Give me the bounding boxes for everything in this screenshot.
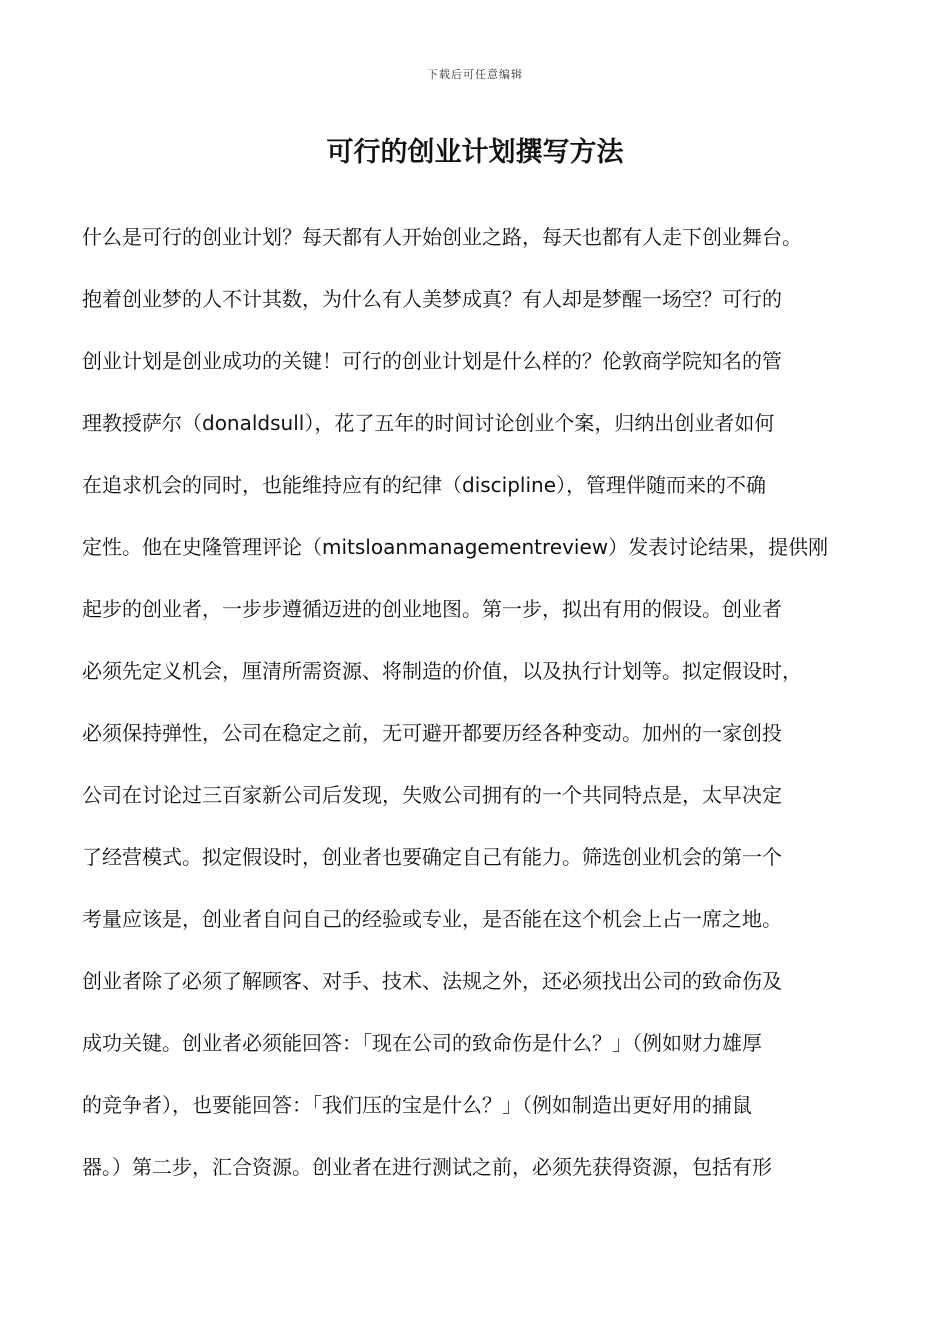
text-line: 成功关键。创业者必须能回答：「现在公司的致命伤是什么？」（例如财力雄厚 <box>82 1031 762 1055</box>
text-line: 定性。他在史隆管理评论（mitsloanmanagementreview）发表讨论结果，提供刚 <box>82 535 829 559</box>
text-line: 在追求机会的同时，也能维持应有的纪律（discipline），管理伴随而来的不确 <box>82 473 767 497</box>
body-paragraph <box>82 214 882 1206</box>
text-line: 起步的创业者，一步步遵循迈进的创业地图。第一步，拟出有用的假设。创业者 <box>82 597 782 621</box>
header-note: 下载后可任意编辑 <box>427 68 523 81</box>
text-line: 公司在讨论过三百家新公司后发现，失败公司拥有的一个共同特点是，太早决定 <box>82 783 782 807</box>
text-line: 了经营模式。拟定假设时，创业者也要确定自己有能力。筛选创业机会的第一个 <box>82 845 782 869</box>
text-line: 什么是可行的创业计划？每天都有人开始创业之路，每天也都有人走下创业舞台。 <box>82 225 802 249</box>
text-line: 创业者除了必须了解顾客、对手、技术、法规之外，还必须找出公司的致命伤及 <box>82 969 782 993</box>
text-line: 必须保持弹性，公司在稳定之前，无可避开都要历经各种变动。加州的一家创投 <box>82 721 782 745</box>
text-line: 理教授萨尔（donaldsull），花了五年的时间讨论创业个案，归纳出创业者如何 <box>82 411 775 435</box>
text-line: 器。）第二步，汇合资源。创业者在进行测试之前，必须先获得资源，包括有形 <box>82 1155 772 1179</box>
text-line: 必须先定义机会，厘清所需资源、将制造的价值，以及执行计划等。拟定假设时， <box>82 659 802 683</box>
text-line: 考量应该是，创业者自问自己的经验或专业，是否能在这个机会上占一席之地。 <box>82 907 782 931</box>
text-line: 抱着创业梦的人不计其数，为什么有人美梦成真？有人却是梦醒一场空？可行的 <box>82 287 782 311</box>
document-title: 可行的创业计划撰写方法 <box>326 137 624 168</box>
text-line: 创业计划是创业成功的关键！可行的创业计划是什么样的？伦敦商学院知名的管 <box>82 349 782 373</box>
text-line: 的竞争者），也要能回答：「我们压的宝是什么？」（例如制造出更好用的捕鼠 <box>82 1093 752 1117</box>
